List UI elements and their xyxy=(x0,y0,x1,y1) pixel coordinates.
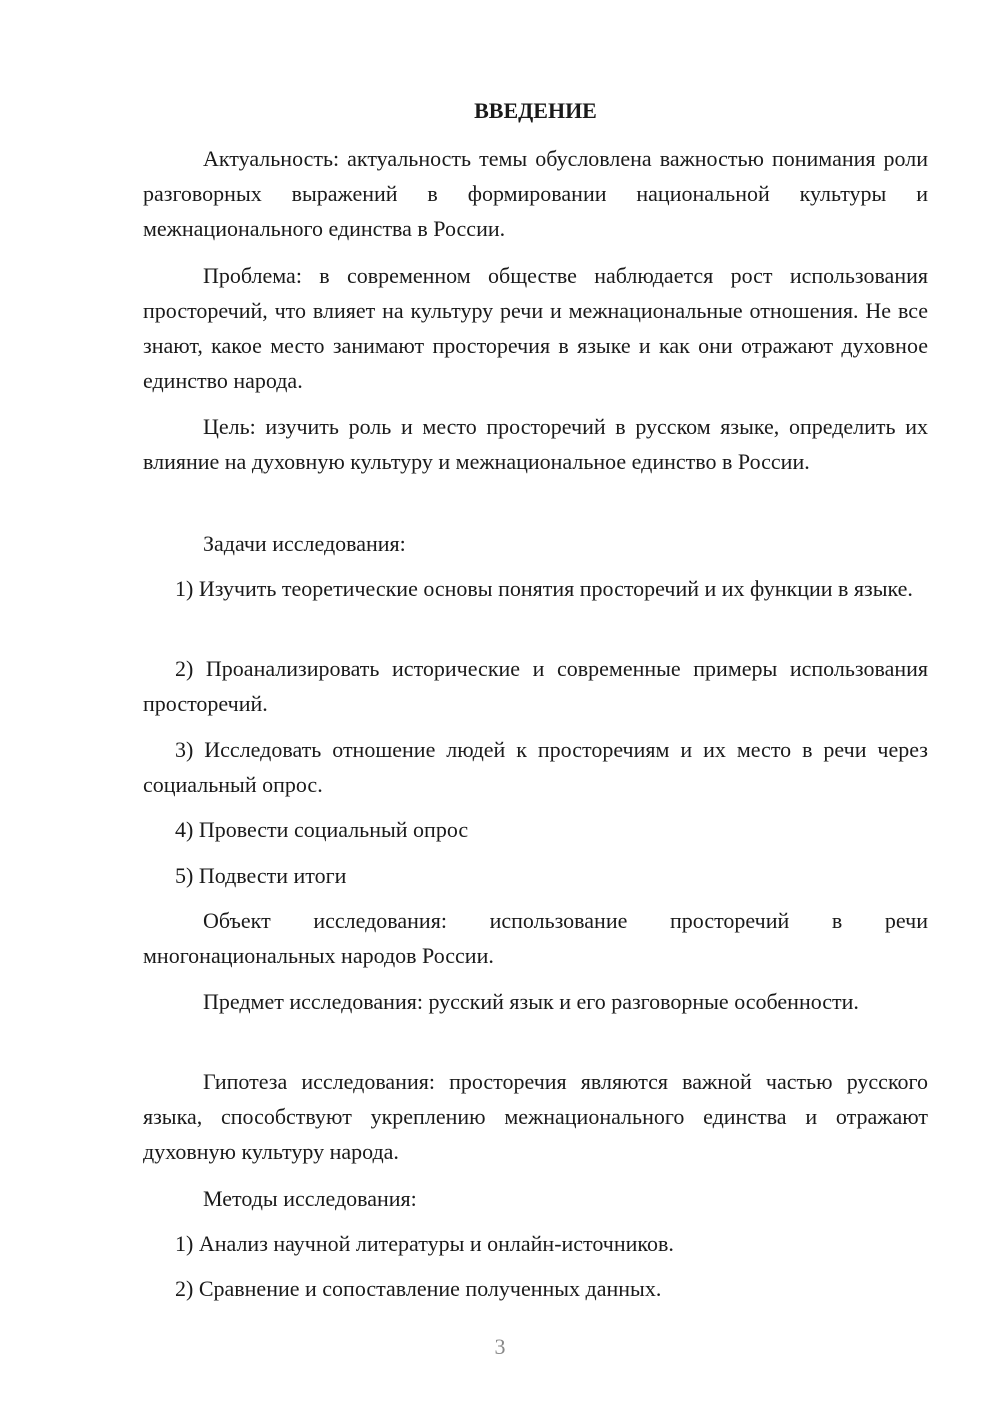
paragraph-methods-heading: Методы исследования: xyxy=(203,1186,417,1211)
list-item-task-5: 5) Подвести итоги xyxy=(175,863,347,888)
list-item-task-2: 2) Проанализировать исторические и современные примеры использования просторечий. xyxy=(143,656,928,716)
paragraph-object: Объект исследования: использование просторечий в речи многонациональных народов России. xyxy=(143,908,928,968)
paragraph-subject: Предмет исследования: русский язык и его разговорные особенности. xyxy=(203,989,859,1014)
paragraph-problem: Проблема: в современном обществе наблюдается рост использования просторечий, что влияет на культуру речи и межнациональные отношения. Не все знают, какое место занимают просторечия в языке и как они отражают духовное единство народа. xyxy=(143,263,928,393)
list-item-method-1: 1) Анализ научной литературы и онлайн-источников. xyxy=(175,1231,674,1256)
page-number: 3 xyxy=(494,1334,506,1359)
list-item-task-4: 4) Провести социальный опрос xyxy=(175,817,469,842)
paragraph-relevance: Актуальность: актуальность темы обусловлена важностью понимания роли разговорных выражений в формировании национальной культуры и межнационального единства в России. xyxy=(143,146,928,241)
paragraph-tasks-heading: Задачи исследования: xyxy=(203,531,406,556)
paragraph-hypothesis: Гипотеза исследования: просторечия являются важной частью русского языка, способствуют укреплению межнационального единства и отражают духовную культуру народа. xyxy=(143,1069,928,1164)
section-title: ВВЕДЕНИЕ xyxy=(474,98,597,123)
list-item-task-3: 3) Исследовать отношение людей к просторечиям и их место в речи через социальный опрос. xyxy=(143,737,928,797)
list-item-method-2: 2) Сравнение и сопоставление полученных данных. xyxy=(175,1276,662,1301)
paragraph-goal: Цель: изучить роль и место просторечий в русском языке, определить их влияние на духовную культуру и межнациональное единство в России. xyxy=(143,414,928,474)
list-item-task-1: 1) Изучить теоретические основы понятия просторечий и их функции в языке. xyxy=(175,576,913,601)
